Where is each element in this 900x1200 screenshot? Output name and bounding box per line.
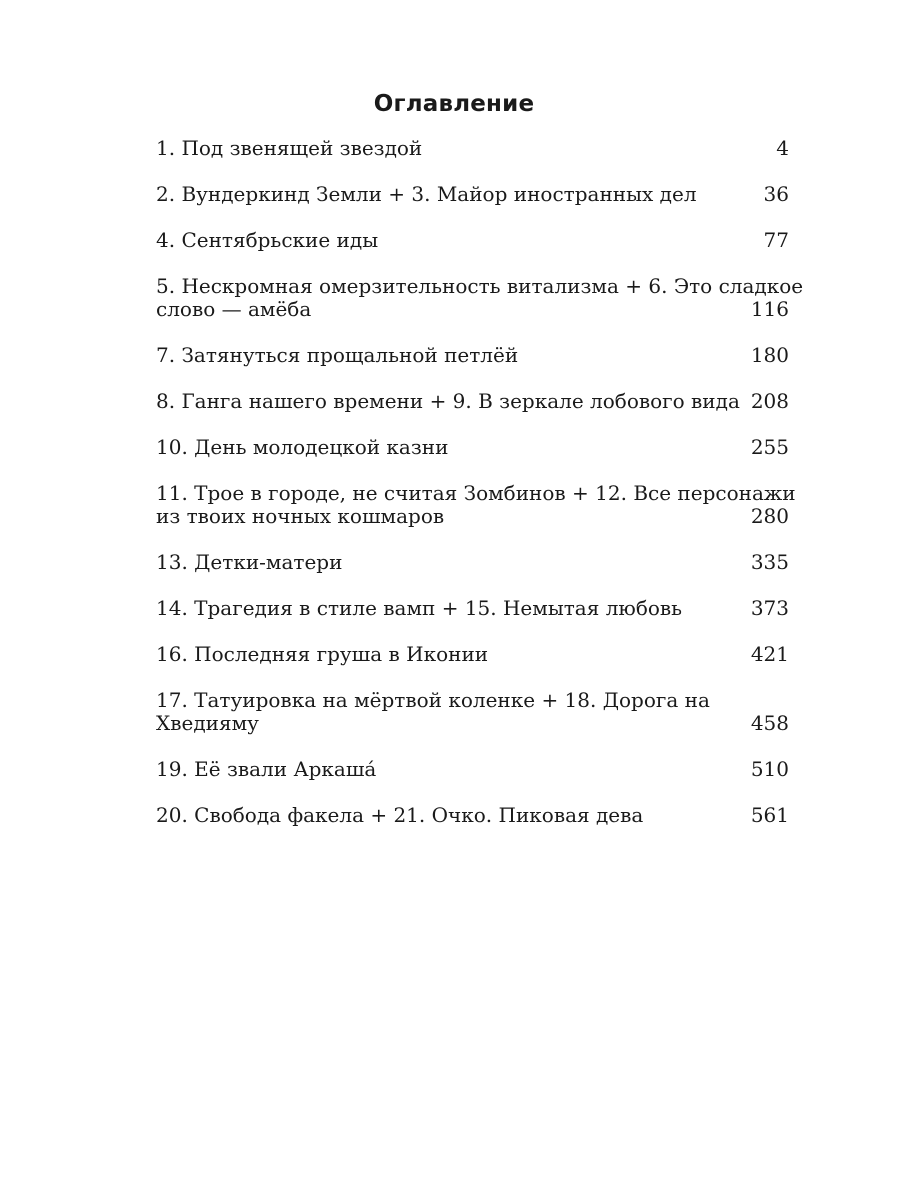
toc-entry — [156, 551, 789, 574]
toc-entry — [156, 597, 789, 620]
toc-entry-title: 16. Последняя груша в Иконии — [156, 642, 489, 666]
toc-entry-page: 280 — [750, 504, 789, 528]
toc-entry-page: 458 — [750, 711, 789, 735]
toc-entry-title — [156, 689, 789, 735]
toc-entry-title: 8. Ганга нашего времени + 9. В зеркале лобового вида — [156, 389, 740, 413]
toc-entry — [156, 436, 789, 459]
toc-entry-title-line: 11. Трое в городе, не считая Зомбинов + 12. Все персонажи — [156, 481, 796, 505]
toc-entry-page: 255 — [750, 435, 789, 459]
toc-entry-page: 561 — [750, 803, 789, 827]
toc-entry-title: 20. Свобода факела + 21. Очко. Пиковая дева — [156, 803, 644, 827]
toc-entry — [156, 758, 789, 781]
toc-entry — [156, 274, 804, 321]
table-of-contents — [156, 136, 804, 850]
toc-entry-title: 2. Вундеркинд Земли + 3. Майор иностранных дел — [156, 182, 697, 206]
toc-entry-title: 13. Детки-матери — [156, 550, 343, 574]
toc-entry — [156, 804, 789, 827]
toc-entry-page: 77 — [763, 228, 789, 252]
toc-entry-title-line: из твоих ночных кошмаров — [156, 504, 445, 528]
toc-entry-title — [156, 481, 796, 528]
toc-entry-page: 421 — [750, 642, 789, 666]
toc-entry-title — [156, 274, 804, 321]
toc-entry-page: 4 — [776, 136, 789, 160]
toc-entry — [156, 229, 789, 252]
toc-entry — [156, 481, 796, 528]
toc-entry-title: 19. Её звали Аркаша́ — [156, 757, 377, 781]
toc-entry-page: 116 — [750, 297, 789, 321]
toc-entry-title-line: 17. Татуировка на мёртвой коленке + 18. Дорога на — [156, 688, 710, 712]
toc-entry — [156, 689, 789, 735]
toc-entry-page: 208 — [750, 389, 789, 413]
toc-entry-page: 36 — [763, 182, 789, 206]
toc-entry — [156, 137, 789, 160]
toc-entry-page: 335 — [750, 550, 789, 574]
toc-entry-page: 373 — [750, 596, 789, 620]
toc-entry-title-line: слово — амёба — [156, 297, 312, 321]
toc-entry-page: 510 — [750, 757, 789, 781]
toc-entry — [156, 344, 789, 367]
toc-entry — [156, 643, 789, 666]
page-title: Оглавление — [373, 91, 535, 117]
toc-entry-title: 10. День молодецкой казни — [156, 435, 449, 459]
toc-entry — [156, 183, 789, 206]
toc-entry-title: 14. Трагедия в стиле вамп + 15. Немытая любовь — [156, 596, 683, 620]
toc-entry-title-line: Хведияму — [156, 711, 259, 735]
toc-entry-title: 7. Затянуться прощальной петлёй — [156, 343, 519, 367]
toc-entry-title-line: 5. Нескромная омерзительность витализма + 6. Это сладкое — [156, 274, 804, 298]
toc-entry — [156, 390, 789, 413]
toc-entry-title: 1. Под звенящей звездой — [156, 136, 423, 160]
toc-entry-title: 4. Сентябрьские иды — [156, 228, 379, 252]
toc-entry-page: 180 — [750, 343, 789, 367]
